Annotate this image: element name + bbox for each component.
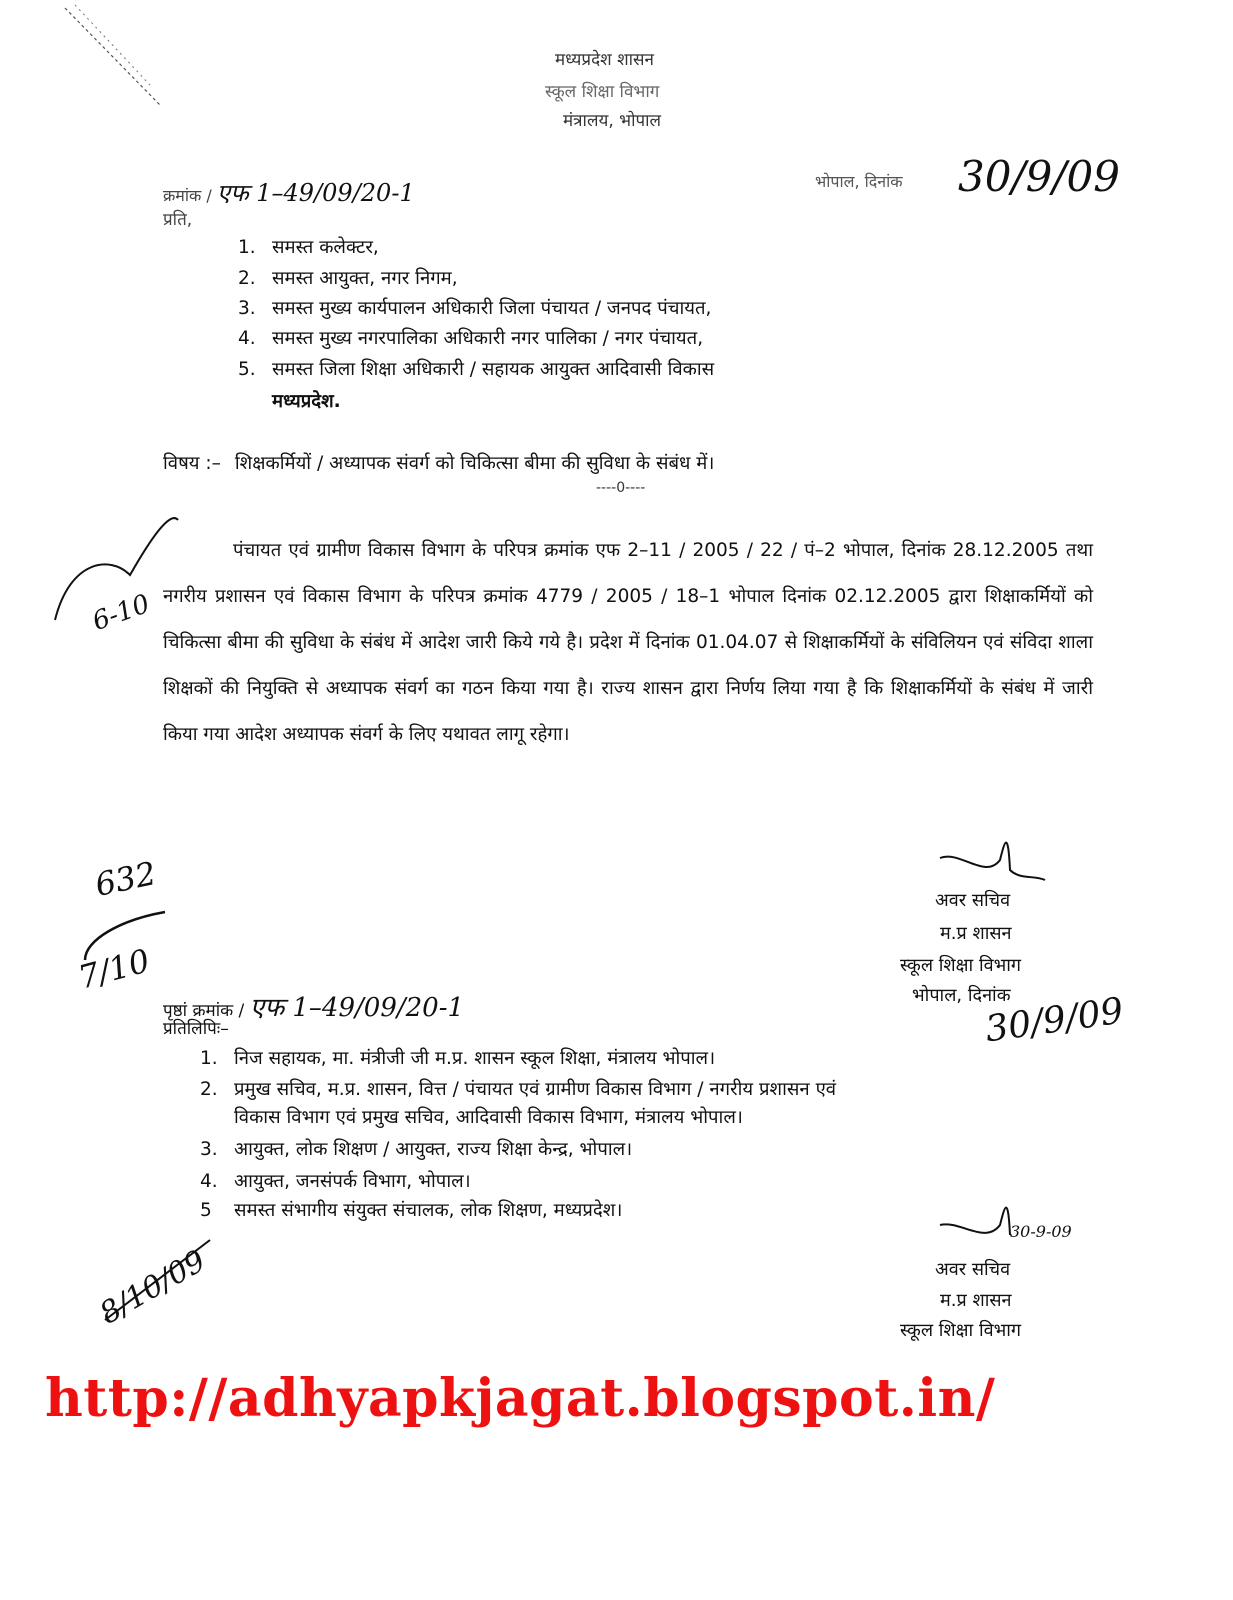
signature-2-dept: स्कूल शिक्षा विभाग: [900, 1320, 1022, 1341]
reference-date: 30/9/09: [958, 152, 1120, 201]
signature-1-govt: म.प्र शासन: [940, 923, 1012, 944]
copy-item-4: 4. आयुक्त, जनसंपर्क विभाग, भोपाल।: [200, 1171, 471, 1192]
subject-text: शिक्षकर्मियों / अध्यापक संवर्ग को चिकित्सा बीमा की सुविधा के संबंध में।: [234, 453, 715, 474]
margin-note-1-number: 632: [91, 854, 160, 904]
subject-label: विषय :–: [163, 453, 221, 474]
signature-1-place-date: भोपाल, दिनांक: [912, 985, 1011, 1006]
recipient-3: 3. समस्त मुख्य कार्यपालन अधिकारी जिला पंचायत / जनपद पंचायत,: [238, 298, 712, 319]
copy-item-3: 3. आयुक्त, लोक शिक्षण / आयुक्त, राज्य शिक्षा केन्द्र, भोपाल।: [200, 1139, 633, 1160]
margin-note-2-stroke: [0, 0, 10, 10]
endorsement-number: एफ 1–49/09/20-1: [249, 993, 465, 1023]
signature-1-dept: स्कूल शिक्षा विभाग: [900, 955, 1022, 976]
header-dept-line2: स्कूल शिक्षा विभाग: [545, 82, 660, 102]
reference-number: एफ 1–49/09/20-1: [216, 179, 415, 207]
recipient-5: 5. समस्त जिला शिक्षा अधिकारी / सहायक आयुक्त आदिवासी विकास: [238, 359, 715, 380]
to-label: प्रति,: [163, 210, 193, 230]
place-date-label: भोपाल, दिनांक: [815, 172, 903, 191]
header-dept-line1: मध्यप्रदेश शासन: [555, 50, 654, 70]
signature-2-date: 30-9-09: [1010, 1222, 1072, 1241]
copy-item-2: 2. प्रमुख सचिव, म.प्र. शासन, वित्त / पंचायत एवं ग्रामीण विकास विभाग / नगरीय प्रशासन एवं: [200, 1079, 837, 1100]
copy-item-1: 1. निज सहायक, मा. मंत्रीजी जी म.प्र. शासन स्कूल शिक्षा, मंत्रालय भोपाल।: [200, 1048, 716, 1069]
signature-1-date: 30/9/09: [982, 990, 1126, 1051]
header-dept-line3: मंत्रालय, भोपाल: [563, 111, 662, 131]
copy-label: प्रतिलिपिः–: [163, 1019, 229, 1039]
copy-item-5: 5 समस्त संभागीय संयुक्त संचालक, लोक शिक्षण, मध्यप्रदेश।: [200, 1200, 623, 1221]
signature-1-designation: अवर सचिव: [935, 890, 1011, 911]
copy-item-2-cont: विकास विभाग एवं प्रमुख सचिव, आदिवासी विकास विभाग, मंत्रालय भोपाल।: [234, 1107, 743, 1128]
reference-line: [163, 176, 415, 209]
watermark-url: http://adhyapkjagat.blogspot.in/: [45, 1368, 996, 1429]
recipients-suffix: मध्यप्रदेश.: [272, 391, 341, 412]
body-paragraph: पंचायत एवं ग्रामीण विकास विभाग के परिपत्र क्रमांक एफ 2–11 / 2005 / 22 / पं–2 भोपाल, दिनांक 28.12.2005 तथा नगरीय प्रशासन एवं विकास विभाग के परिपत्र क्रमांक 4779 / 2005 / 18–1 भोपाल दिनांक 02.12.2005 द्वारा शिक्षाकर्मियों को चिकित्सा बीमा की सुविधा के संबंध में आदेश जारी किये गये है। प्रदेश में दिनांक 01.04.07 से शिक्षाकर्मियों के संविलियन एवं संविदा शाला शिक्षकों की नियुक्ति से अध्यापक संवर्ग का गठन किया गया है। राज्य शासन द्वारा निर्णय लिया गया है कि शिक्षाकर्मियों के संबंध में जारी किया गया आदेश अध्यापक संवर्ग के लिए यथावत लागू रहेगा।: [163, 540, 1093, 745]
recipient-2: 2. समस्त आयुक्त, नगर निगम,: [238, 268, 458, 289]
subject-line: [163, 450, 714, 475]
endorsement-label: पृष्ठां क्रमांक /: [163, 1001, 250, 1021]
reference-label: क्रमांक /: [163, 186, 217, 205]
recipient-4: 4. समस्त मुख्य नगरपालिका अधिकारी नगर पालिका / नगर पंचायत,: [238, 328, 704, 349]
signature-2-govt: म.प्र शासन: [940, 1290, 1012, 1311]
signature-2-designation: अवर सचिव: [935, 1259, 1011, 1280]
margin-note-2: 8/10/09: [93, 1243, 212, 1332]
subject-separator: ----0----: [596, 480, 646, 496]
margin-note-1-date: 7/10: [74, 941, 154, 997]
recipient-1: 1. समस्त कलेक्टर,: [238, 237, 379, 258]
margin-note-3: 6-10: [88, 588, 154, 638]
